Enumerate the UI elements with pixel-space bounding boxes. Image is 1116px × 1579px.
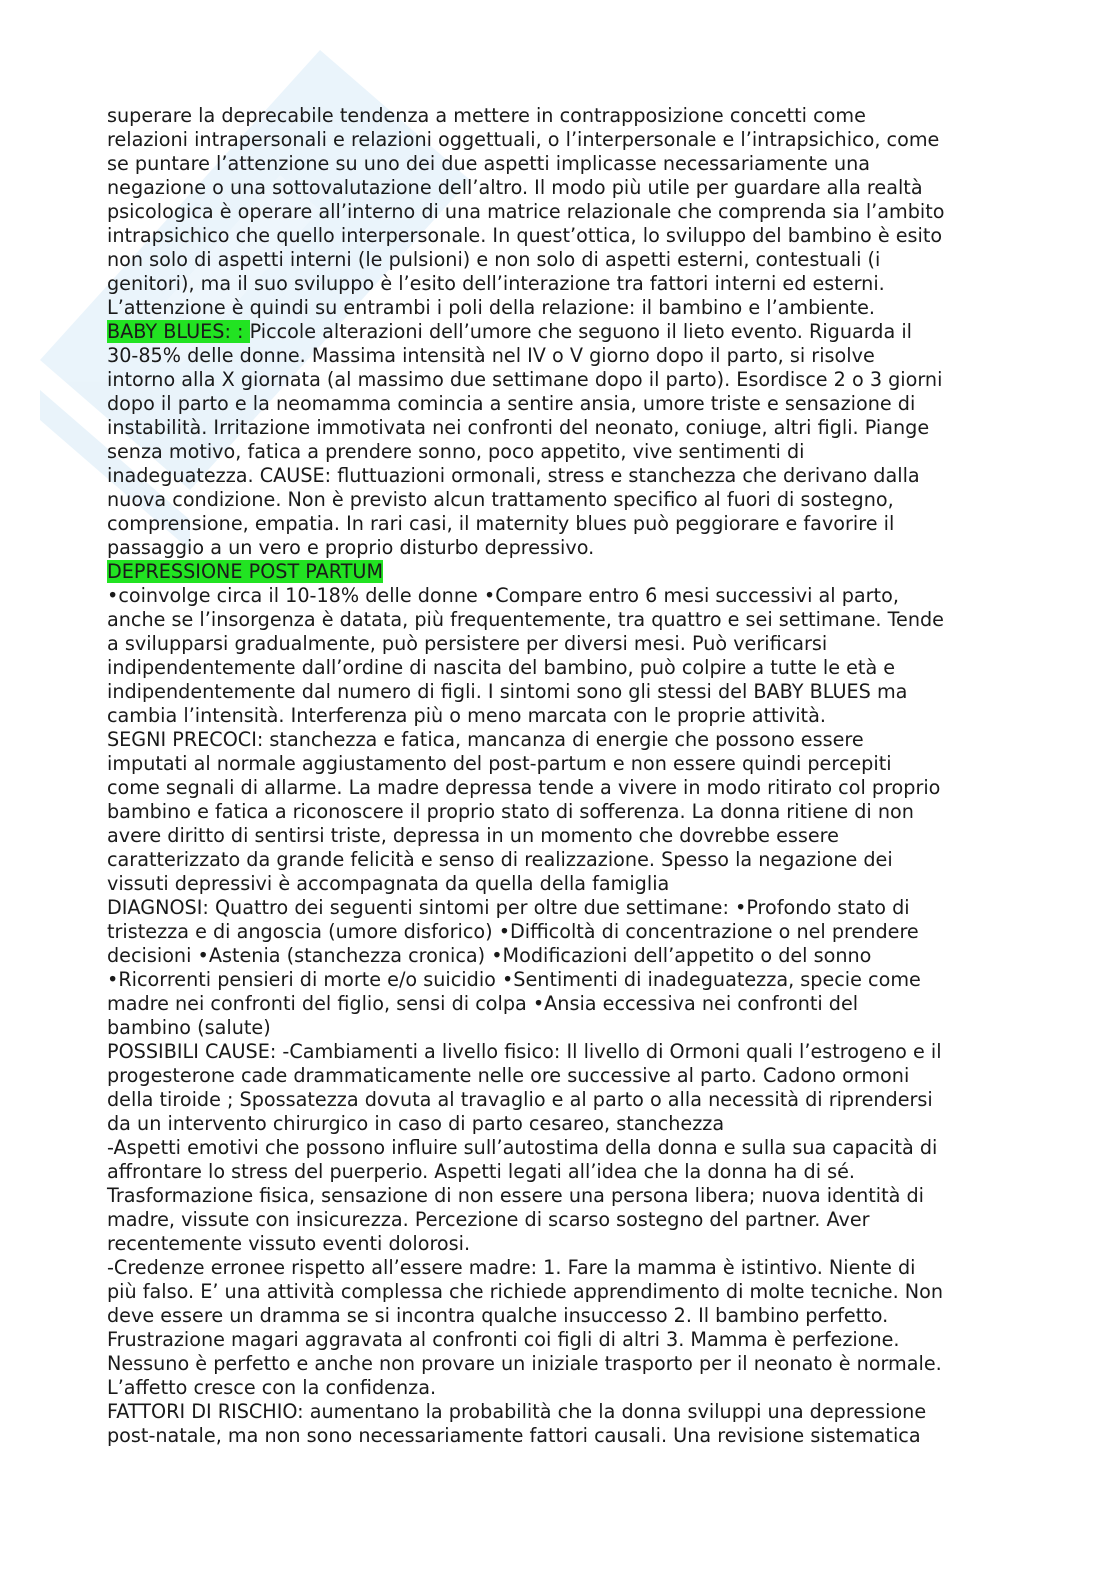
line-text: •coinvolge circa il 10-18% delle donne •Compare entro 6 mesi successivi al parto, <box>107 584 899 607</box>
text-line <box>107 1208 1012 1232</box>
line-text: •Ricorrenti pensieri di morte e/o suicidio •Sentimenti di inadeguatezza, specie come <box>107 968 921 991</box>
line-text: della tiroide ; Spossatezza dovuta al travaglio e al parto o alla necessità di riprendersi <box>107 1088 933 1111</box>
highlighted-heading: DEPRESSIONE POST PARTUM <box>107 560 384 583</box>
line-text: dopo il parto e la neomamma comincia a sentire ansia, umore triste e sensazione di <box>107 392 916 415</box>
text-line <box>107 896 1012 920</box>
line-text: comprensione, empatia. In rari casi, il maternity blues può peggiorare e favorire il <box>107 512 895 535</box>
line-text: più falso. E’ una attività complessa che richiede apprendimento di molte tecniche. Non <box>107 1280 944 1303</box>
line-text: decisioni •Astenia (stanchezza cronica) •Modificazioni dell’appetito o del sonno <box>107 944 872 967</box>
line-text: Frustrazione magari aggravata al confronti coi figli di altri 3. Mamma è perfezione. <box>107 1328 900 1351</box>
text-line <box>107 104 1012 128</box>
line-text: SEGNI PRECOCI: stanchezza e fatica, mancanza di energie che possono essere <box>107 728 864 751</box>
line-text: se puntare l’attenzione su uno dei due aspetti implicasse necessariamente una <box>107 152 871 175</box>
text-line <box>107 320 1012 344</box>
text-line <box>107 128 1012 152</box>
text-line <box>107 344 1012 368</box>
text-line <box>107 368 1012 392</box>
text-line <box>107 656 1012 680</box>
text-line <box>107 1112 1012 1136</box>
highlighted-heading: BABY BLUES: : <box>107 320 250 343</box>
line-text: bambino e fatica a riconoscere il proprio stato di sofferenza. La donna ritiene di non <box>107 800 914 823</box>
text-line <box>107 992 1012 1016</box>
line-text: FATTORI DI RISCHIO: aumentano la probabilità che la donna sviluppi una depressione <box>107 1400 927 1423</box>
line-text: passaggio a un vero e proprio disturbo depressivo. <box>107 536 595 559</box>
line-text: DIAGNOSI: Quattro dei seguenti sintomi per oltre due settimane: •Profondo stato di <box>107 896 910 919</box>
line-text: cambia l’intensità. Interferenza più o meno marcata con le proprie attività. <box>107 704 826 727</box>
text-line <box>107 1304 1012 1328</box>
text-line <box>107 1328 1012 1352</box>
line-text: Trasformazione fisica, sensazione di non essere una persona libera; nuova identità di <box>107 1184 924 1207</box>
text-line <box>107 968 1012 992</box>
text-line <box>107 1184 1012 1208</box>
line-text: avere diritto di sentirsi triste, depressa in un momento che dovrebbe essere <box>107 824 839 847</box>
line-text: imputati al normale aggiustamento del post-partum e non essere quindi percepiti <box>107 752 892 775</box>
text-line <box>107 632 1012 656</box>
text-line <box>107 1040 1012 1064</box>
line-text: psicologica è operare all’interno di una matrice relazionale che comprenda sia l’ambito <box>107 200 945 223</box>
text-line <box>107 584 1012 608</box>
line-text: genitori), ma il suo sviluppo è l’esito dell’interazione tra fattori interni ed esterni. <box>107 272 885 295</box>
text-line <box>107 752 1012 776</box>
line-text: indipendentemente dall’ordine di nascita del bambino, può colpire a tutte le età e <box>107 656 896 679</box>
text-line <box>107 680 1012 704</box>
line-text: non solo di aspetti interni (le pulsioni) e non solo di aspetti esterni, contestuali (i <box>107 248 881 271</box>
text-line <box>107 464 1012 488</box>
text-line <box>107 1160 1012 1184</box>
line-text: tristezza e di angoscia (umore disforico) •Difficoltà di concentrazione o nel prendere <box>107 920 919 943</box>
line-text: instabilità. Irritazione immotivata nei confronti del neonato, coniuge, altri figli. Piange <box>107 416 930 439</box>
text-line <box>107 392 1012 416</box>
line-text: indipendentemente dal numero di figli. I sintomi sono gli stessi del BABY BLUES ma <box>107 680 908 703</box>
text-line <box>107 1256 1012 1280</box>
line-text: progesterone cade drammaticamente nelle ore successive al parto. Cadono ormoni <box>107 1064 910 1087</box>
line-text: L’attenzione è quindi su entrambi i poli della relazione: il bambino e l’ambiente. <box>107 296 876 319</box>
line-text: come segnali di allarme. La madre depressa tende a vivere in modo ritirato col proprio <box>107 776 941 799</box>
line-text: madre nei confronti del figlio, sensi di colpa •Ansia eccessiva nei confronti del <box>107 992 859 1015</box>
text-line <box>107 824 1012 848</box>
line-text: anche se l’insorgenza è datata, più frequentemente, tra quattro e sei settimane. Tende <box>107 608 944 631</box>
text-line <box>107 1352 1012 1376</box>
text-line <box>107 416 1012 440</box>
text-line <box>107 608 1012 632</box>
text-line <box>107 728 1012 752</box>
line-text: caratterizzato da grande felicità e senso di realizzazione. Spesso la negazione dei <box>107 848 893 871</box>
text-line <box>107 1280 1012 1304</box>
line-text: POSSIBILI CAUSE: -Cambiamenti a livello fisico: Il livello di Ormoni quali l’estrogeno e il <box>107 1040 942 1063</box>
text-line <box>107 248 1012 272</box>
text-line <box>107 1136 1012 1160</box>
line-text: da un intervento chirurgico in caso di parto cesareo, stanchezza <box>107 1112 725 1135</box>
line-text: intrapsichico che quello interpersonale. In quest’ottica, lo sviluppo del bambino è esito <box>107 224 943 247</box>
line-text: bambino (salute) <box>107 1016 271 1039</box>
line-text: affrontare lo stress del puerperio. Aspetti legati all’idea che la donna ha di sé. <box>107 1160 856 1183</box>
line-text: Piccole alterazioni dell’umore che seguono il lieto evento. Riguarda il <box>249 320 912 343</box>
text-line <box>107 944 1012 968</box>
line-text: a svilupparsi gradualmente, può persistere per diversi mesi. Può verificarsi <box>107 632 828 655</box>
text-line <box>107 1424 1012 1448</box>
line-text: intorno alla X giornata (al massimo due settimane dopo il parto). Esordisce 2 o 3 giorni <box>107 368 943 391</box>
text-line <box>107 848 1012 872</box>
text-line <box>107 776 1012 800</box>
text-line <box>107 440 1012 464</box>
line-text: negazione o una sottovalutazione dell’altro. Il modo più utile per guardare alla realtà <box>107 176 923 199</box>
text-line <box>107 1088 1012 1112</box>
line-text: senza motivo, fatica a prendere sonno, poco appetito, vive sentimenti di <box>107 440 805 463</box>
text-line <box>107 1376 1012 1400</box>
text-line <box>107 176 1012 200</box>
text-line <box>107 272 1012 296</box>
line-text: superare la deprecabile tendenza a mettere in contrapposizione concetti come <box>107 104 866 127</box>
line-text: inadeguatezza. CAUSE: fluttuazioni ormonali, stress e stanchezza che derivano dalla <box>107 464 920 487</box>
text-line <box>107 872 1012 896</box>
text-line <box>107 560 1012 584</box>
text-line <box>107 296 1012 320</box>
text-line <box>107 224 1012 248</box>
line-text: Nessuno è perfetto e anche non provare un iniziale trasporto per il neonato è normale. <box>107 1352 942 1375</box>
document-page <box>107 104 1012 1448</box>
line-text: vissuti depressivi è accompagnata da quella della famiglia <box>107 872 670 895</box>
line-text: madre, vissute con insicurezza. Percezione di scarso sostegno del partner. Aver <box>107 1208 870 1231</box>
line-text: L’affetto cresce con la confidenza. <box>107 1376 437 1399</box>
line-text: nuova condizione. Non è previsto alcun trattamento specifico al fuori di sostegno, <box>107 488 894 511</box>
text-line <box>107 920 1012 944</box>
line-text: -Aspetti emotivi che possono influire sull’autostima della donna e sulla sua capacità di <box>107 1136 938 1159</box>
text-line <box>107 152 1012 176</box>
text-line <box>107 488 1012 512</box>
line-text: -Credenze erronee rispetto all’essere madre: 1. Fare la mamma è istintivo. Niente di <box>107 1256 916 1279</box>
text-line <box>107 512 1012 536</box>
text-line <box>107 536 1012 560</box>
line-text: post-natale, ma non sono necessariamente fattori causali. Una revisione sistematica <box>107 1424 921 1447</box>
text-line <box>107 1400 1012 1424</box>
text-line <box>107 704 1012 728</box>
text-line <box>107 200 1012 224</box>
text-line <box>107 1064 1012 1088</box>
line-text: deve essere un dramma se si incontra qualche insuccesso 2. Il bambino perfetto. <box>107 1304 889 1327</box>
line-text: 30-85% delle donne. Massima intensità nel IV o V giorno dopo il parto, si risolve <box>107 344 875 367</box>
text-line <box>107 800 1012 824</box>
text-line <box>107 1232 1012 1256</box>
text-line <box>107 1016 1012 1040</box>
line-text: recentemente vissuto eventi dolorosi. <box>107 1232 471 1255</box>
line-text: relazioni intrapersonali e relazioni oggettuali, o l’interpersonale e l’intrapsichico, come <box>107 128 940 151</box>
